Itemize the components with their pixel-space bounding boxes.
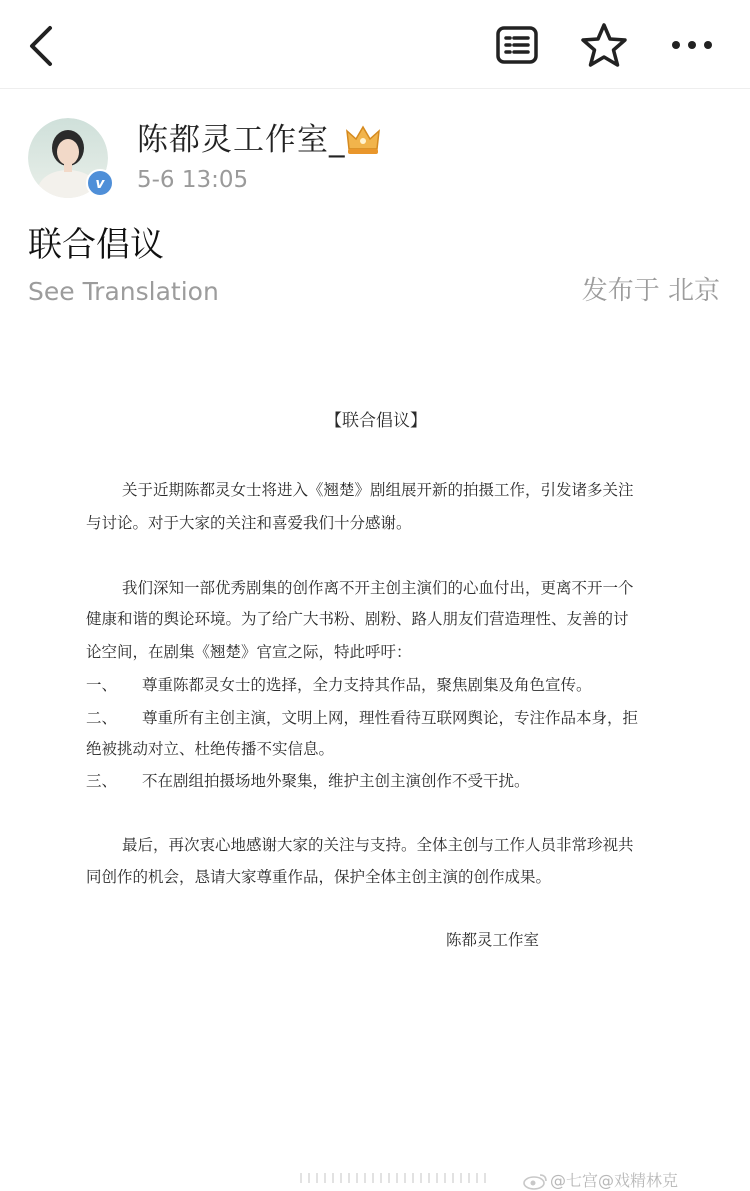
star-icon[interactable] — [580, 22, 628, 68]
image-page-indicator — [300, 1170, 520, 1186]
document-list-item — [86, 737, 334, 761]
watermark: @七宫@戏精林克 — [550, 1171, 679, 1190]
list-text: 不在剧组拍摄场地外聚集，维护主创主演创作不受干扰。 — [142, 772, 530, 790]
document-line: 健康和谐的舆论环境。为了给广大书粉、剧粉、路人朋友们营造理性、友善的讨 — [86, 610, 629, 628]
document-line: 最后，再次衷心地感谢大家的关注与支持。全体主创与工作人员非常珍视共 — [122, 836, 634, 854]
author-name[interactable]: 陈都灵工作室_ — [137, 122, 346, 158]
document-line: 论空间，在剧集《翘楚》官宣之际，特此呼吁： — [86, 643, 412, 661]
document-line: 关于近期陈都灵女士将进入《翘楚》剧组展开新的拍摄工作，引发诸多关注 — [122, 481, 634, 499]
verified-badge-icon — [86, 169, 114, 197]
post-text: 联合倡议 — [28, 225, 164, 265]
list-number: 一、 — [86, 676, 118, 694]
list-text: 尊重陈都灵女士的选择，全力支持其作品，聚焦剧集及角色宣传。 — [142, 676, 592, 694]
more-horizontal-icon[interactable] — [668, 30, 716, 60]
document-line: 同创作的机会，恳请大家尊重作品，保护全体主创主演的创作成果。 — [86, 868, 552, 886]
post-location: 发布于 北京 — [581, 276, 720, 306]
svg-text:v: v — [95, 176, 105, 192]
document-list-item — [86, 769, 530, 793]
document-signature: 陈都灵工作室 — [446, 931, 540, 949]
back-chevron-icon[interactable] — [24, 24, 60, 68]
top-nav-bar — [0, 0, 750, 88]
reader-mode-icon[interactable] — [496, 26, 538, 64]
see-translation-link[interactable]: See Translation — [28, 277, 219, 306]
list-number: 三、 — [86, 772, 118, 790]
post-timestamp: 5-6 13:05 — [137, 167, 249, 193]
crown-badge-icon — [343, 123, 383, 157]
nav-divider — [0, 88, 750, 89]
document-line: 我们深知一部优秀剧集的创作离不开主创主演们的心血付出，更离不开一个 — [122, 579, 634, 597]
document-list-item — [86, 673, 592, 697]
document-line: 与讨论。对于大家的关注和喜爱我们十分感谢。 — [86, 514, 412, 532]
document-list-item — [86, 706, 638, 730]
list-text: 尊重所有主创主演，文明上网，理性看待互联网舆论，专注作品本身，拒 — [142, 709, 639, 727]
list-number: 二、 — [86, 709, 118, 727]
list-text: 绝被挑动对立、杜绝传播不实信息。 — [86, 740, 335, 758]
weibo-logo-icon — [522, 1172, 548, 1190]
document-title: 【联合倡议】 — [325, 411, 427, 431]
